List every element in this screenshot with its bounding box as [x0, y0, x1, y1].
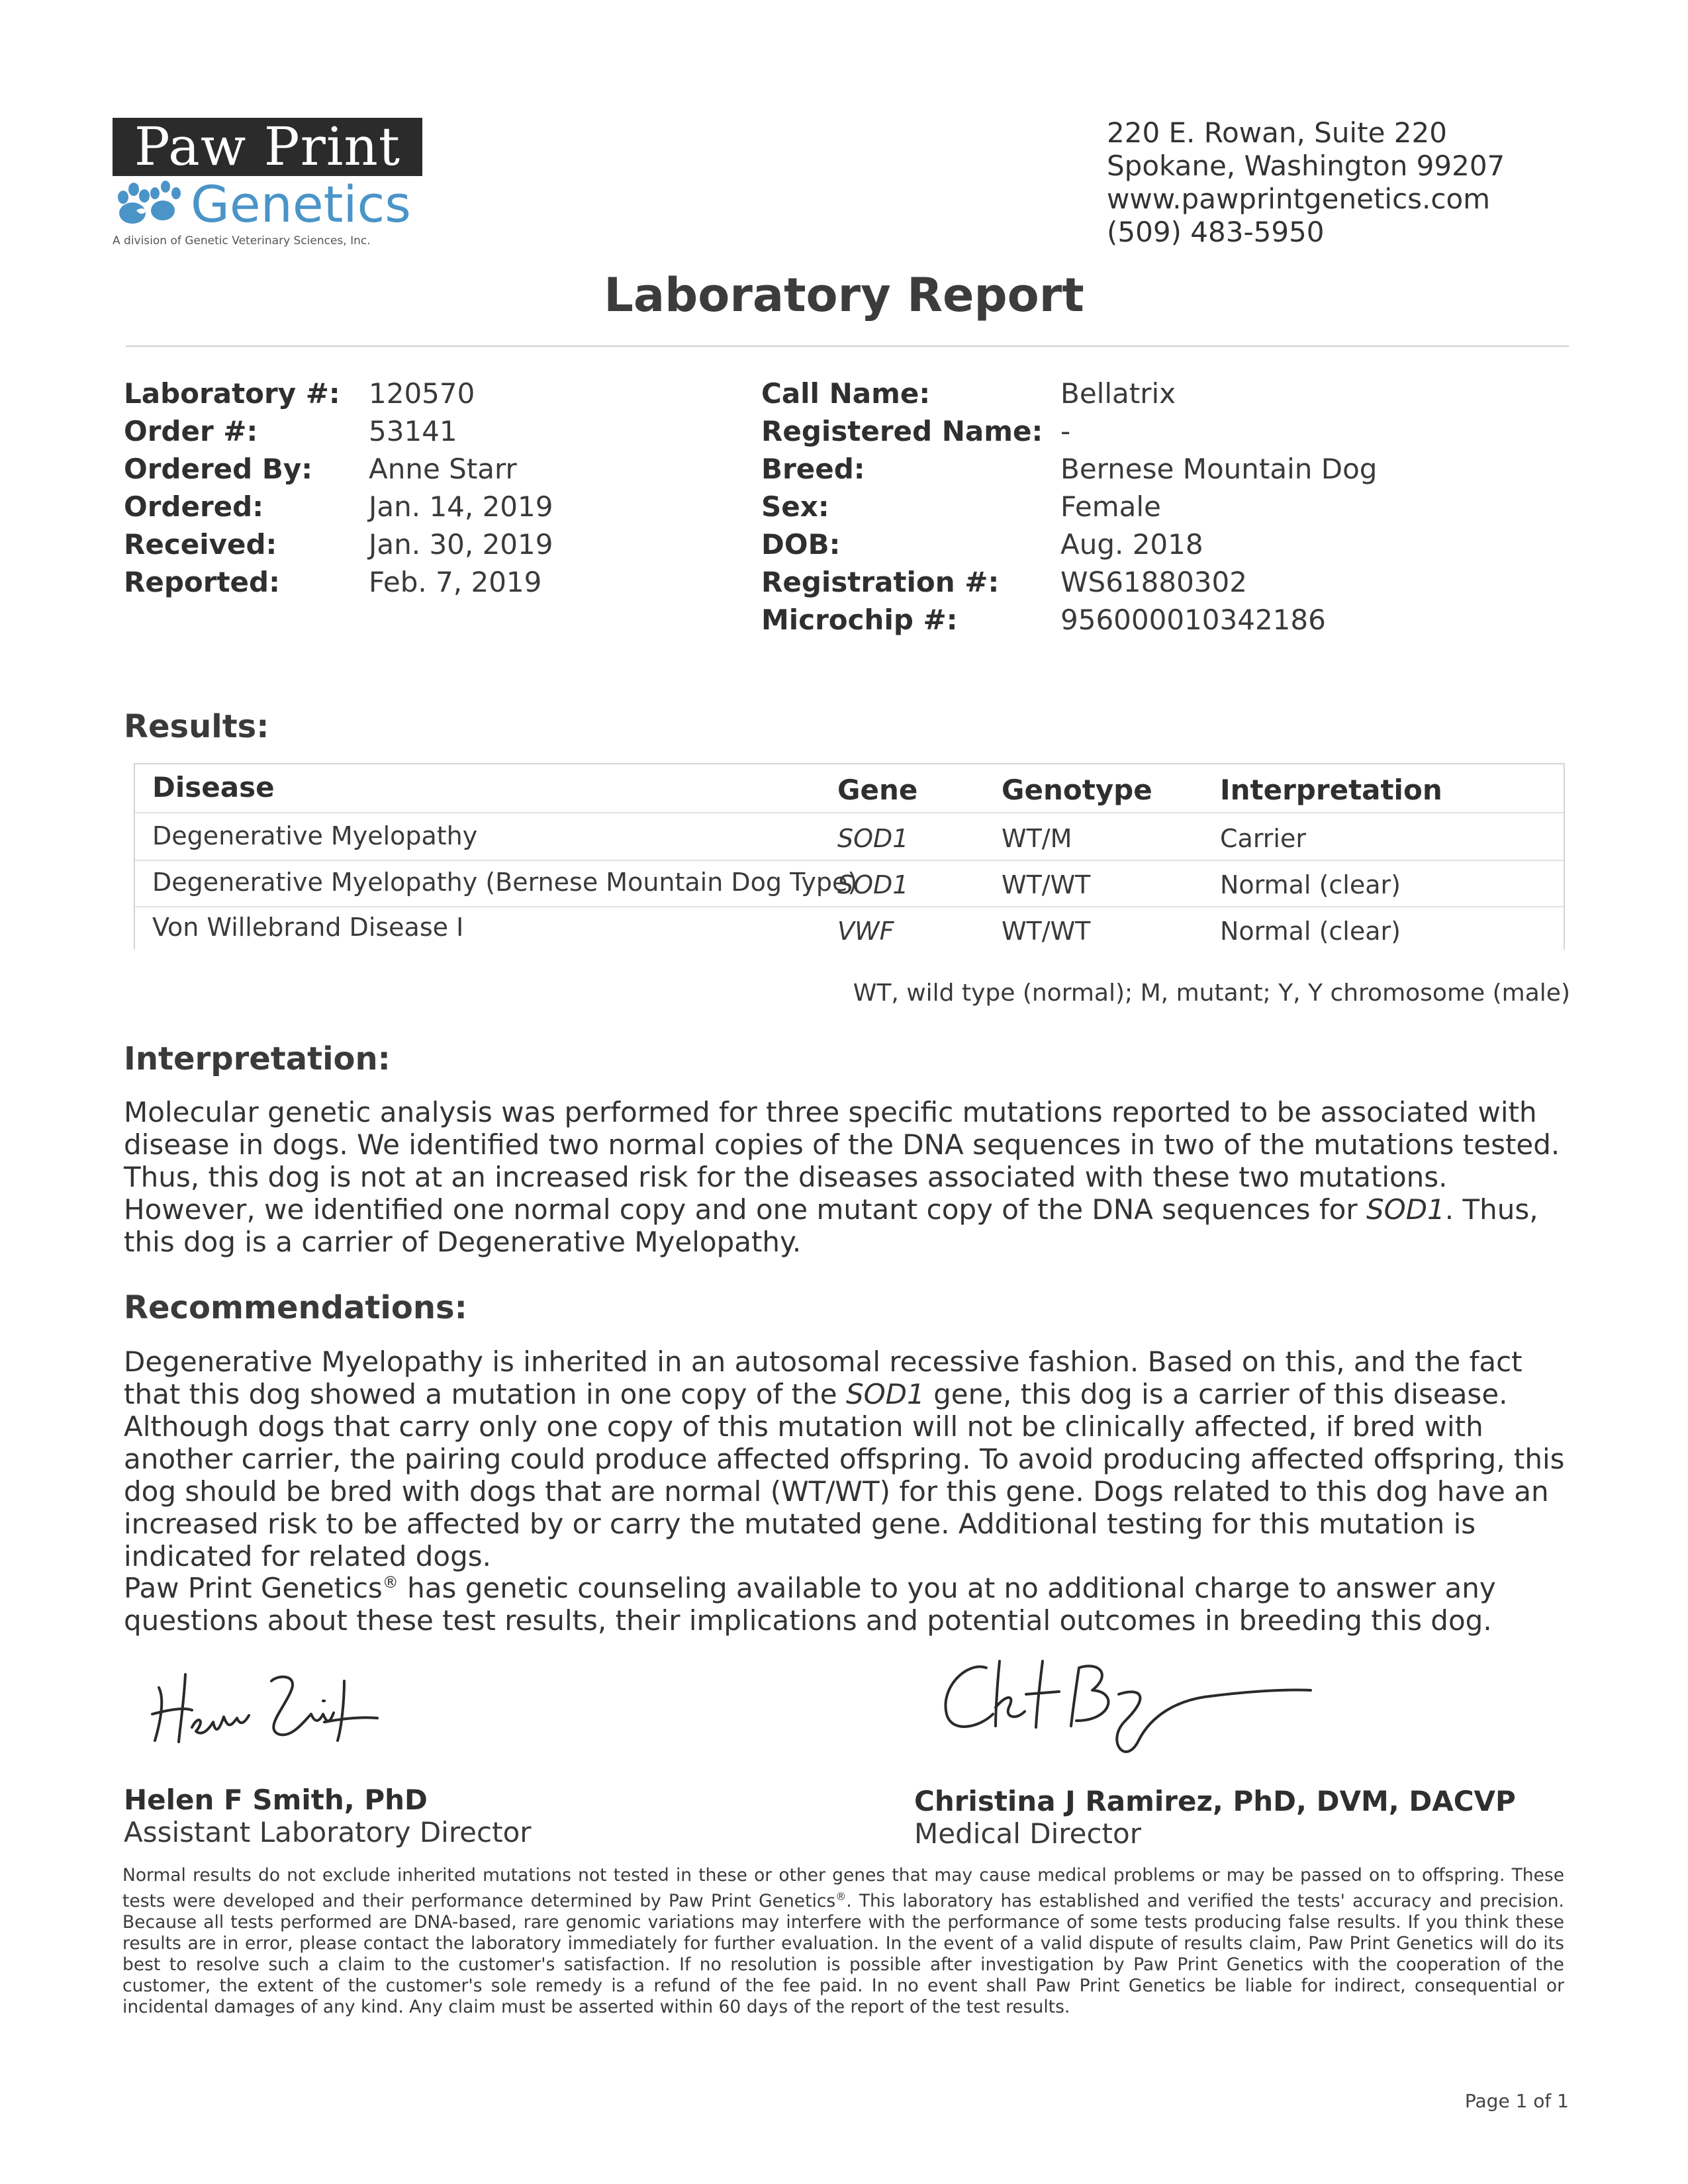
recommendations-text: [124, 1345, 1580, 1572]
results-table: [134, 763, 1565, 950]
info-label: DOB:: [761, 528, 841, 561]
info-label: Call Name:: [761, 377, 931, 410]
signatory-title: Medical Director: [914, 1817, 1141, 1850]
counseling-text-part: has genetic counseling available to you at no additional charge to answer any questions about these test results, their implications and potential outcomes in breeding this dog.: [124, 1572, 1496, 1637]
info-label: Reported:: [124, 566, 280, 598]
info-value: -: [1060, 415, 1071, 447]
info-label: Laboratory #:: [124, 377, 340, 410]
cell-disease: Degenerative Myelopathy: [152, 821, 478, 850]
info-label: Registration #:: [761, 566, 1000, 598]
registered-mark: ®: [835, 1890, 847, 1903]
column-header-interpretation: Interpretation: [1220, 774, 1442, 806]
info-value: WS61880302: [1060, 566, 1247, 598]
disclaimer-text-part: Normal results do not exclude inherited mutations not tested in these or other genes that may cause medical problems or may be passed on to offspring. These tests were developed and their performance determined by Paw Print Genetics: [122, 1865, 1564, 1911]
column-header-gene: Gene: [837, 774, 918, 806]
info-label: Ordered:: [124, 490, 264, 523]
info-value: Bernese Mountain Dog: [1060, 453, 1378, 485]
results-heading: Results:: [124, 708, 269, 745]
genotype-legend: WT, wild type (normal); M, mutant; Y, Y chromosome (male): [853, 979, 1570, 1007]
cell-gene: VWF: [837, 917, 894, 946]
brand-name: Paw Print Genetics: [124, 1572, 383, 1604]
logo-tagline: A division of Genetic Veterinary Sciences, Inc.: [113, 234, 371, 248]
interpretation-text-part: Molecular genetic analysis was performed for three specific mutations reported to be associated with disease in dogs. We identified two normal copies of the DNA sequences in two of the mutations tested. Thus, this dog is not at an increased risk for the diseases associated with these two mutations. However, we identified one normal copy and one mutant copy of the DNA sequences for: [124, 1096, 1560, 1226]
info-value: 53141: [369, 415, 457, 447]
cell-interpretation: Normal (clear): [1220, 870, 1401, 899]
cell-genotype: WT/WT: [1002, 917, 1091, 946]
address-street: 220 E. Rowan, Suite 220: [1107, 116, 1447, 149]
interpretation-text-part: . Thus, this dog is a carrier of Degenerative Myelopathy.: [124, 1193, 1538, 1258]
paw-print-icon: [117, 180, 185, 230]
address-phone: (509) 483-5950: [1107, 216, 1325, 248]
info-value: Aug. 2018: [1060, 528, 1203, 561]
handwritten-signature: [927, 1641, 1324, 1774]
info-label: Microchip #:: [761, 604, 958, 636]
logo-wordmark-top: Paw Print: [113, 118, 422, 176]
cell-genotype: WT/M: [1002, 824, 1072, 853]
cell-interpretation: Normal (clear): [1220, 917, 1401, 946]
info-label: Ordered By:: [124, 453, 313, 485]
recommendations-text-part: gene, this dog is a carrier of this disease. Although dogs that carry only one copy of this mutation will not be clinically affected, if bred with another carrier, the pairing could produce affected offspring. To avoid producing affected offspring, this dog should be bred with dogs that are normal (WT/WT) for this gene. Dogs related to this dog have an increased risk to be affected by or carry the mutated gene. Additional testing for this mutation is indicated for related dogs.: [124, 1378, 1565, 1572]
gene-name: SOD1: [845, 1378, 925, 1410]
info-label: Sex:: [761, 490, 829, 523]
interpretation-heading: Interpretation:: [124, 1040, 391, 1077]
legal-disclaimer: [122, 1865, 1564, 2018]
info-label: Breed:: [761, 453, 865, 485]
signatory-name: Christina J Ramirez, PhD, DVM, DACVP: [914, 1785, 1516, 1817]
info-value: Jan. 30, 2019: [369, 528, 553, 561]
cell-gene: SOD1: [837, 870, 909, 899]
address-city: Spokane, Washington 99207: [1107, 150, 1505, 182]
table-divider: [135, 906, 1564, 907]
column-header-disease: Disease: [152, 771, 275, 803]
info-label: Registered Name:: [761, 415, 1043, 447]
info-value: 956000010342186: [1060, 604, 1326, 636]
column-header-genotype: Genotype: [1002, 774, 1152, 806]
info-value: Jan. 14, 2019: [369, 490, 553, 523]
info-value: 120570: [369, 377, 475, 410]
cell-gene: SOD1: [837, 824, 909, 853]
page-title: Laboratory Report: [604, 268, 1084, 322]
handwritten-signature: [146, 1661, 384, 1754]
gene-name: SOD1: [1366, 1193, 1445, 1226]
page-number: Page 1 of 1: [1464, 2090, 1569, 2112]
cell-genotype: WT/WT: [1002, 870, 1091, 899]
company-logo: [113, 118, 424, 250]
company-address: [1107, 116, 1505, 249]
recommendations-heading: Recommendations:: [124, 1289, 467, 1326]
info-value: Anne Starr: [369, 453, 517, 485]
cell-disease: Degenerative Myelopathy (Bernese Mountain Dog Type): [152, 868, 858, 897]
info-value: Feb. 7, 2019: [369, 566, 542, 598]
disclaimer-text-part: . This laboratory has established and verified the tests' accuracy and precision. Because all tests performed are DNA-based, rare genomic variations may interfere with the performance of some tests producing false results. If you think these results are in error, please contact the laboratory immediately for further evaluation. In the event of a valid dispute of results claim, Paw Print Genetics will do its best to resolve such a claim to the customer's satisfaction. If no resolution is possible after investigation by Paw Print Genetics with the cooperation of the customer, the extent of the customer's sole remedy is a refund of the fee paid. In no event shall Paw Print Genetics be liable for indirect, consequential or incidental damages of any kind. Any claim must be asserted within 60 days of the report of the test results.: [122, 1890, 1564, 2017]
cell-disease: Von Willebrand Disease I: [152, 913, 464, 942]
table-divider: [135, 812, 1564, 813]
info-label: Order #:: [124, 415, 258, 447]
logo-wordmark-bottom: Genetics: [191, 175, 411, 234]
signatory-name: Helen F Smith, PhD: [124, 1784, 428, 1816]
interpretation-text: [124, 1096, 1580, 1258]
table-divider: [135, 860, 1564, 861]
recommendations-text-part: Degenerative Myelopathy is inherited in an autosomal recessive fashion. Based on this, and the fact that this dog showed a mutation in one copy of the: [124, 1345, 1523, 1410]
cell-interpretation: Carrier: [1220, 824, 1306, 853]
address-website: www.pawprintgenetics.com: [1107, 183, 1491, 215]
title-divider: [126, 345, 1569, 347]
info-label: Received:: [124, 528, 277, 561]
signatory-title: Assistant Laboratory Director: [124, 1816, 532, 1848]
info-value: Bellatrix: [1060, 377, 1176, 410]
info-value: Female: [1060, 490, 1161, 523]
registered-mark: ®: [382, 1573, 399, 1592]
counseling-text: [124, 1567, 1580, 1637]
